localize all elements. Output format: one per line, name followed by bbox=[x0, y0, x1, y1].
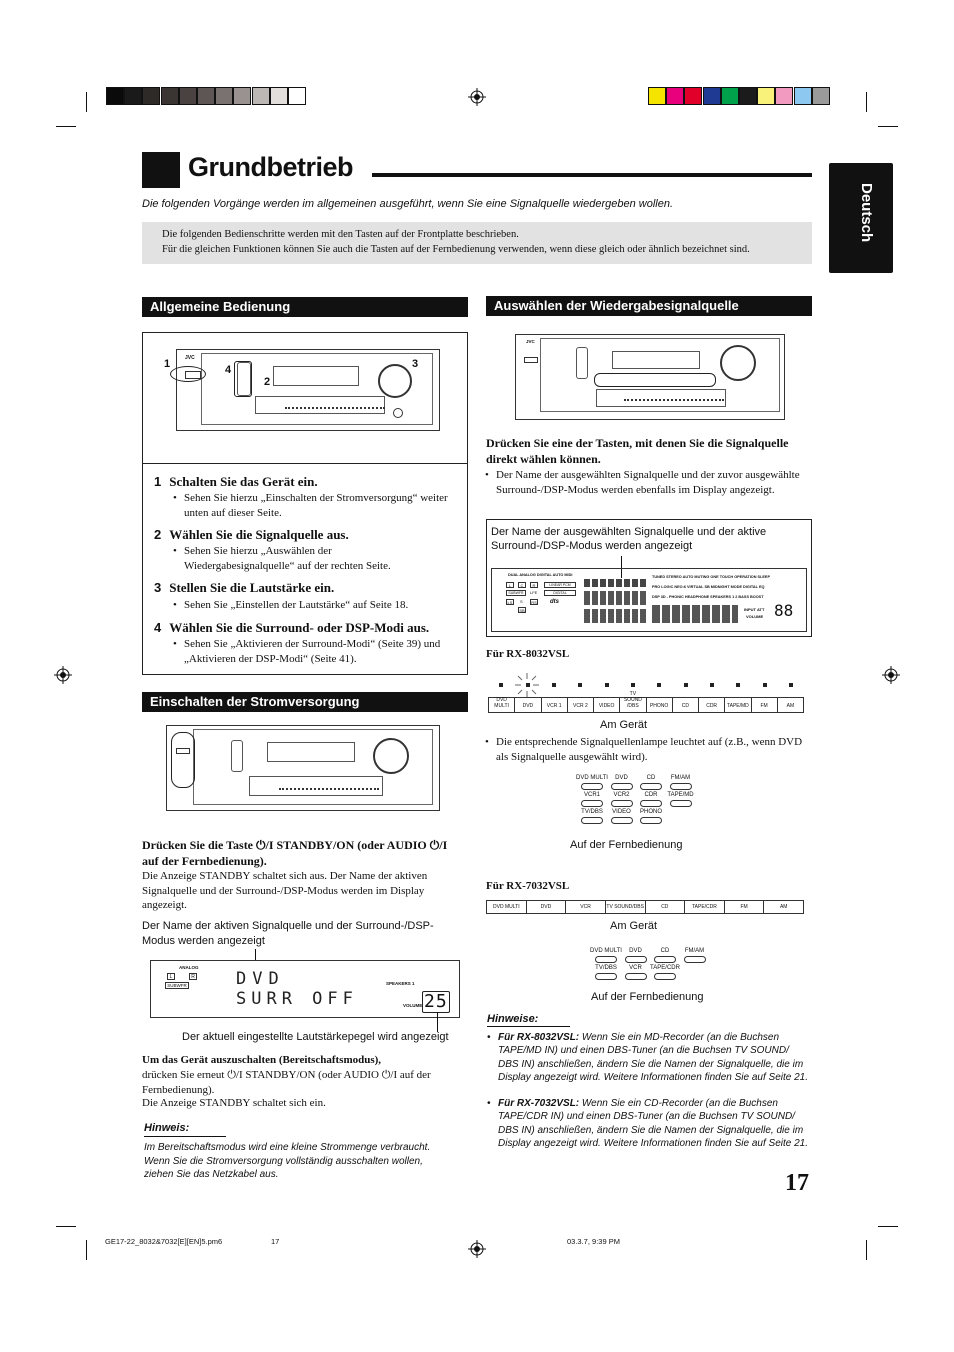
color-swatch bbox=[721, 87, 739, 105]
remote-button[interactable] bbox=[640, 783, 662, 790]
gray-swatch bbox=[106, 87, 124, 105]
gray-swatch bbox=[252, 87, 270, 105]
crop-mark bbox=[86, 92, 87, 112]
power-body: Die Anzeige STANDBY schaltet sich aus. Der Name der aktiven Signalquelle und der Surround-/DSP-Modus werden im Display angezeigt. bbox=[142, 870, 428, 911]
gray-swatch bbox=[288, 87, 306, 105]
note-line-2: Für die gleichen Funktionen können Sie auch die Tasten auf der Fernbedienung verwenden, wenn diese gleich oder ähnlich bezeichnet sind. bbox=[162, 244, 750, 255]
general-box-divider bbox=[142, 463, 468, 464]
model-8032-label: Für RX-8032VSL bbox=[486, 648, 570, 660]
source-button[interactable]: TV SOUND /DBS bbox=[619, 698, 645, 712]
language-tab bbox=[829, 163, 893, 273]
step-2-heading: 2 Wählen Sie die Signalquelle aus. bbox=[154, 527, 349, 542]
source-button[interactable]: VCR 1 bbox=[541, 698, 567, 712]
source-lamp bbox=[631, 683, 635, 687]
source-button[interactable]: VIDEO bbox=[593, 698, 619, 712]
callout-mode-ring bbox=[234, 361, 252, 397]
power-off-body: drücken Sie erneut ⏻/I STANDBY/ON (oder AUDIO ⏻/I auf der Fernbedienung). bbox=[142, 1069, 431, 1096]
step-4-bullet: • Sehen Sie „Aktivieren der Surround-Modi“ (Seite 39) und „Aktivieren der DSP-Modi“ (Seite 41). bbox=[184, 637, 454, 666]
remote-button-label: CD bbox=[646, 775, 656, 781]
remote-button-label: TV/DBS bbox=[595, 965, 617, 971]
source-button[interactable]: CDR bbox=[698, 698, 724, 712]
source-display-caption: Der Name der ausgewählten Signalquelle und der aktive Surround-/DSP-Modus werden angezeigt bbox=[491, 526, 767, 552]
callout-2: 2 bbox=[264, 376, 271, 388]
gray-swatch bbox=[142, 87, 160, 105]
color-swatch bbox=[794, 87, 812, 105]
volume-caption: Der aktuell eingestellte Lautstärkepegel wird angezeigt bbox=[182, 1031, 449, 1043]
gray-swatch bbox=[233, 87, 251, 105]
remote-button-label: CD bbox=[660, 948, 670, 954]
title-rule bbox=[372, 173, 812, 177]
remote-button[interactable] bbox=[581, 817, 603, 824]
section-power-heading: Einschalten der Stromversorgung bbox=[142, 692, 468, 712]
gray-swatch bbox=[124, 87, 142, 105]
step-1-heading: 1 Schalten Sie das Gerät ein. bbox=[154, 474, 318, 489]
section-source-heading: Auswählen der Wiedergabesignalquelle bbox=[486, 296, 812, 316]
color-swatch bbox=[666, 87, 684, 105]
lcd-source-text: DVD bbox=[236, 969, 285, 989]
intro-text: Die folgenden Vorgänge werden im allgemeinen ausgeführt, wenn Sie eine Signalquelle wiedergeben wollen. bbox=[142, 198, 674, 210]
color-swatch bbox=[703, 87, 721, 105]
remote-button-label: VCR bbox=[629, 965, 642, 971]
remote-button-label: FM/AM bbox=[670, 775, 691, 781]
remote-button-label: PHONO bbox=[639, 809, 662, 815]
power-off-body2: Die Anzeige STANDBY schaltet sich ein. bbox=[142, 1097, 326, 1109]
source-lamp bbox=[499, 683, 503, 687]
registration-mark-top bbox=[468, 88, 486, 106]
crop-mark bbox=[878, 126, 898, 127]
footer-file-page: 17 bbox=[271, 1237, 280, 1246]
gray-swatch bbox=[270, 87, 288, 105]
page-number: 17 bbox=[785, 1170, 809, 1196]
remote-button[interactable] bbox=[625, 973, 647, 980]
gray-swatch bbox=[215, 87, 233, 105]
lamp-bullet: • Die entsprechende Signalquellenlampe leuchtet auf (z.B., wenn DVD als Signalquelle ausgewählt wird). bbox=[496, 735, 808, 764]
note-line-1: Die folgenden Bedienschritte werden mit den Tasten auf der Frontplatte beschrieben. bbox=[162, 229, 519, 240]
source-button[interactable]: DVD MULTI bbox=[494, 697, 509, 709]
footer-file: GE17-22_8032&7032[E][EN]5.pm6 bbox=[105, 1237, 223, 1246]
source-buttons bbox=[255, 396, 385, 414]
remote-button[interactable] bbox=[625, 956, 647, 963]
remote-button[interactable] bbox=[640, 800, 662, 807]
remote-button[interactable] bbox=[581, 800, 603, 807]
source-lamp bbox=[552, 683, 556, 687]
source-button[interactable]: TAPE/CDR bbox=[684, 901, 724, 913]
source-instruction: Drücken Sie eine der Tasten, mit denen Sie die Signalquelle direkt wählen können. bbox=[486, 436, 789, 466]
crop-mark bbox=[56, 1226, 76, 1227]
color-swatch bbox=[648, 87, 666, 105]
callout-4: 4 bbox=[225, 364, 232, 376]
crop-mark bbox=[878, 1226, 898, 1227]
receiver-illustration bbox=[176, 349, 440, 431]
source-display-box bbox=[486, 519, 812, 637]
step-4-heading: 4 Wählen Sie die Surround- oder DSP-Modi aus. bbox=[154, 620, 430, 635]
color-swatch bbox=[739, 87, 757, 105]
remote-button[interactable] bbox=[654, 956, 676, 963]
crop-mark bbox=[86, 1240, 87, 1260]
source-lamp bbox=[736, 683, 740, 687]
source-button[interactable]: AM bbox=[777, 698, 803, 712]
source-button[interactable]: TAPE/MD bbox=[724, 698, 750, 712]
am-geraet-caption-7032: Am Gerät bbox=[610, 920, 658, 932]
remote-button[interactable] bbox=[595, 956, 617, 963]
volume-knob bbox=[373, 738, 409, 774]
remote-button[interactable] bbox=[581, 783, 603, 790]
front-panel-buttons-8032 bbox=[488, 691, 804, 713]
auf-fb-caption-8032: Auf der Fernbedienung bbox=[570, 839, 683, 851]
source-button[interactable]: DVD MULTI bbox=[493, 904, 520, 910]
source-lamp bbox=[710, 683, 714, 687]
volume-knob bbox=[720, 345, 756, 381]
remote-button[interactable] bbox=[670, 800, 692, 807]
color-swatch bbox=[757, 87, 775, 105]
source-button[interactable]: DVD bbox=[526, 901, 566, 913]
source-button[interactable]: AM bbox=[763, 901, 803, 913]
remote-button[interactable] bbox=[684, 956, 706, 963]
step-1-bullet: • Sehen Sie hierzu „Einschalten der Stromversorgung“ weiter unten auf dieser Seite. bbox=[184, 491, 454, 520]
source-button[interactable]: PHONO bbox=[646, 698, 672, 712]
source-lamp bbox=[789, 683, 793, 687]
remote-button[interactable] bbox=[611, 817, 633, 824]
hint-label: Hinweis: bbox=[144, 1122, 190, 1134]
gray-swatch bbox=[197, 87, 215, 105]
remote-button[interactable] bbox=[611, 783, 633, 790]
remote-button-label: CDR bbox=[644, 792, 658, 798]
remote-button-label: FM/AM bbox=[684, 948, 705, 954]
remote-button-label: VCR2 bbox=[613, 792, 630, 798]
remote-button-label: DVD MULTI bbox=[576, 775, 608, 781]
source-button[interactable]: FM bbox=[751, 698, 777, 712]
auf-fb-caption-7032: Auf der Fernbedienung bbox=[591, 991, 704, 1003]
remote-button[interactable] bbox=[654, 973, 676, 980]
power-off-title: Um das Gerät auszuschalten (Bereitschaftsmodus), bbox=[142, 1054, 382, 1066]
remote-button[interactable] bbox=[670, 783, 692, 790]
remote-button-label: TAPE/CDR bbox=[650, 965, 680, 971]
brand-logo: JVC bbox=[185, 355, 195, 361]
source-button[interactable]: VCR 2 bbox=[567, 698, 593, 712]
source-lamp bbox=[657, 683, 661, 687]
gray-swatch bbox=[161, 87, 179, 105]
power-lcd-display: ANALOG L R SUBWFR DVD SURR OFF SPEAKERS 1 VOLUME 25 bbox=[150, 960, 460, 1018]
full-lcd-display: DUAL ANALOG DIGITAL AUTO MIDI TUNED STEREO AUTO MUTING ONE TOUCH OPERATION SLEEP PRO LOGIC NEO:6 VIRTUAL SB MIDNIGHT MODE DIGITAL EQ DSP 3D - PHONIC HEADPHONE SPEAKERS 1 2 BASS BOOST L C R SUBWFR LFE LS S RS SB LINEAR PCM DIGITAL dts INPUT ATT VOLUME 88 bbox=[491, 568, 807, 632]
front-display bbox=[273, 366, 359, 386]
source-button[interactable]: DVD bbox=[514, 698, 540, 712]
color-swatch bbox=[812, 87, 830, 105]
callout-power-ring bbox=[171, 732, 195, 788]
crop-mark bbox=[56, 126, 76, 127]
hint-1: • Für RX-8032VSL: Wenn Sie ein MD-Recorder (an die Buchsen TAPE/MD IN) und einen DBS-Tuner (an die Buchsen TV SOUND/ DBS IN) anschließen, ändern Sie die Namen der Signalquelle, die im Display angezeigt wird. Weitere Informationen finden Sie auf Seite 21. bbox=[498, 1031, 810, 1084]
color-swatch bbox=[775, 87, 793, 105]
remote-button-label: DVD bbox=[629, 948, 642, 954]
remote-button-label: TV/DBS bbox=[581, 809, 603, 815]
remote-button-label: VCR1 bbox=[583, 792, 600, 798]
source-button[interactable]: CD bbox=[645, 901, 685, 913]
callout-power-ring bbox=[170, 366, 206, 382]
note-box bbox=[142, 222, 812, 264]
remote-button-label: DVD bbox=[615, 775, 628, 781]
page-title: Grundbetrieb bbox=[188, 152, 354, 182]
source-bullet: • Der Name der ausgewählten Signalquelle und der zuvor ausgewählte Surround-/DSP-Modus werden ebenfalls im Display angezeigt. bbox=[496, 468, 808, 497]
source-lamp bbox=[684, 683, 688, 687]
remote-button[interactable] bbox=[611, 800, 633, 807]
source-button[interactable]: CD bbox=[672, 698, 698, 712]
footer-date: 03.3.7, 9:39 PM bbox=[567, 1237, 620, 1246]
receiver-illustration-power bbox=[166, 725, 440, 811]
front-display bbox=[267, 742, 355, 762]
hint-2: • Für RX-7032VSL: Wenn Sie ein CD-Recorder (an die Buchsen TAPE/CDR IN) und einen DBS-Tuner (an die Buchsen TV SOUND/ DBS IN) anschließen, ändern Sie die Namen der Signalquelle, die im Display angezeigt wird. Weitere Informationen finden Sie auf Seite 21. bbox=[498, 1097, 810, 1150]
source-lamp bbox=[763, 683, 767, 687]
remote-button[interactable] bbox=[595, 973, 617, 980]
remote-button[interactable] bbox=[640, 817, 662, 824]
model-7032-label: Für RX-7032VSL bbox=[486, 880, 570, 892]
source-lamp bbox=[526, 683, 530, 687]
source-lamp bbox=[578, 683, 582, 687]
callout-3: 3 bbox=[412, 358, 419, 370]
step-3-bullet: • Sehen Sie „Einstellen der Lautstärke“ auf Seite 18. bbox=[184, 598, 454, 613]
step-2-bullet: • Sehen Sie hierzu „Auswählen der Wiedergabesignalquelle“ auf der rechten Seite. bbox=[184, 544, 444, 573]
crop-mark bbox=[866, 92, 867, 112]
power-button bbox=[176, 748, 190, 754]
registration-mark-left bbox=[54, 666, 72, 684]
color-swatch bbox=[684, 87, 702, 105]
source-lamp bbox=[605, 683, 609, 687]
source-button[interactable]: FM bbox=[724, 901, 764, 913]
volume-knob bbox=[378, 364, 412, 398]
remote-button-label: TAPE/MD bbox=[667, 792, 694, 798]
front-display bbox=[612, 351, 700, 369]
registration-mark-right bbox=[882, 666, 900, 684]
front-panel-buttons-7032 bbox=[486, 900, 804, 914]
crop-mark bbox=[866, 1240, 867, 1260]
source-button[interactable]: VCR bbox=[565, 901, 605, 913]
section-general-heading: Allgemeine Bedienung bbox=[142, 297, 468, 317]
source-button[interactable]: TV SOUND/DBS bbox=[605, 901, 645, 913]
remote-button-label: DVD MULTI bbox=[590, 948, 622, 954]
lcd-mode-text: SURR OFF bbox=[236, 989, 358, 1009]
callout-1: 1 bbox=[164, 358, 171, 370]
hint-text: Im Bereitschaftsmodus wird eine kleine Strommenge verbraucht. Wenn Sie die Stromversorgung vollständig ausschalten wollen, ziehen Sie das Netzkabel aus. bbox=[144, 1142, 431, 1180]
hints-label: Hinweise: bbox=[487, 1013, 539, 1025]
gray-swatch bbox=[179, 87, 197, 105]
title-block bbox=[142, 152, 180, 188]
step-3-heading: 3 Stellen Sie die Lautstärke ein. bbox=[154, 580, 335, 595]
am-geraet-caption-8032: Am Gerät bbox=[600, 719, 648, 731]
receiver-illustration-source: JVC bbox=[515, 334, 785, 420]
callout-source-ring bbox=[594, 373, 716, 387]
language-tab-label: Deutsch bbox=[858, 183, 875, 243]
power-instruction: Drücken Sie die Taste ⏻/I STANDBY/ON (oder AUDIO ⏻/I auf der Fernbedienung). bbox=[142, 838, 448, 868]
remote-button-label: VIDEO bbox=[612, 809, 631, 815]
lcd-volume-value: 25 bbox=[424, 991, 448, 1012]
power-display-caption: Der Name der aktiven Signalquelle und der Surround-/DSP-Modus werden angezeigt bbox=[142, 920, 434, 947]
registration-mark-bottom bbox=[468, 1240, 486, 1258]
